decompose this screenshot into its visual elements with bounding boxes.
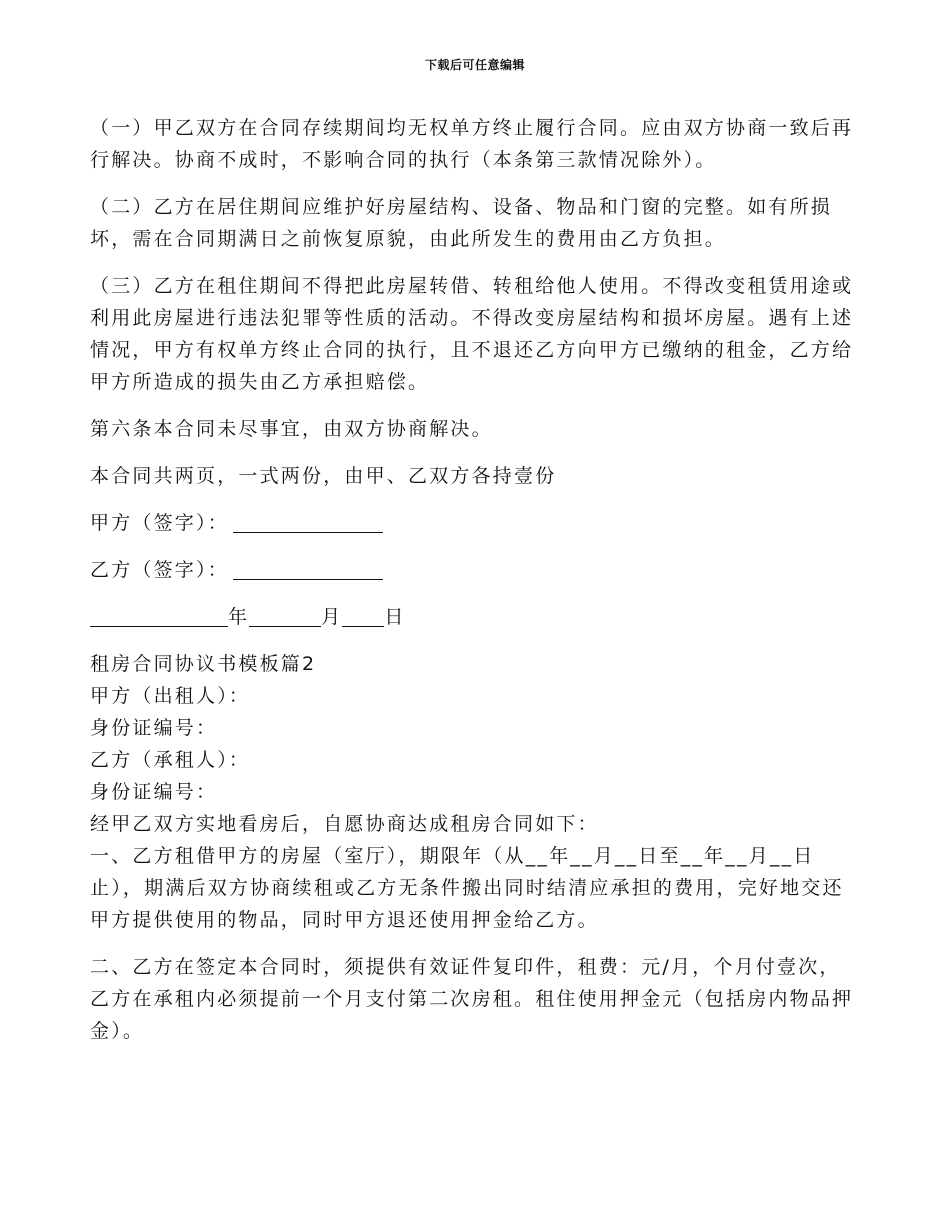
tenant-label: 乙方（承租人）： (90, 749, 251, 771)
clause-2-paragraph: 二、乙方在签定本合同时，须提供有效证件复印件，租费：元/月，个月付壹次，乙方在承租内必须提前一个月支付第二次房租。租住使用押金元（包括房内物品押金）。 (90, 956, 854, 1042)
party-b-signature (90, 554, 860, 586)
signature-date (90, 601, 860, 633)
page-header: 下载后可任意编辑 (424, 58, 525, 72)
day-label: 日 (384, 606, 406, 628)
section-title: 租房合同协议书模板篇2 (90, 653, 317, 675)
landlord-label: 甲方（出租人）： (90, 685, 251, 707)
party-a-label: 甲方（签字）： (90, 512, 229, 534)
month-blank[interactable] (249, 604, 321, 627)
clause-1-paragraph: 一、乙方租借甲方的房屋（室厅），期限年（从__年__月__日至__年__月__日止），期满后双方协商续租或乙方无条件搬出同时结清应承担的费用，完好地交还甲方提供使用的物品，同时甲方退还使用押金给乙方。 (90, 845, 844, 931)
paragraph-clause-1: （一）甲乙双方在合同存续期间均无权单方终止履行合同。应由双方协商一致后再行解决。协商不成时，不影响合同的执行（本条第三款情况除外）。 (90, 117, 854, 171)
year-label: 年 (228, 606, 250, 628)
intro-paragraph: 经甲乙双方实地看房后，自愿协商达成租房合同如下： (90, 813, 599, 835)
party-a-signature-line[interactable] (233, 510, 383, 533)
paragraph-copies: 本合同共两页，一式两份，由甲、乙双方各持壹份 (90, 465, 557, 487)
paragraph-article-6: 第六条本合同未尽事宜，由双方协商解决。 (90, 418, 493, 440)
year-blank[interactable] (90, 604, 228, 627)
party-b-label: 乙方（签字）： (90, 559, 229, 581)
paragraph-clause-3: （三）乙方在租住期间不得把此房屋转借、转租给他人使用。不得改变租赁用途或利用此房屋进行违法犯罪等性质的活动。不得改变房屋结构和损坏房屋。遇有上述情况，甲方有权单方终止合同的执行，且不退还乙方向甲方已缴纳的租金，乙方给甲方所造成的损失由乙方承担赔偿。 (90, 275, 854, 393)
tenant-id-label: 身份证编号： (90, 781, 218, 803)
day-blank[interactable] (342, 604, 384, 627)
paragraph-clause-2: （二）乙方在居住期间应维护好房屋结构、设备、物品和门窗的完整。如有所损坏，需在合同期满日之前恢复原貌，由此所发生的费用由乙方负担。 (90, 196, 833, 250)
landlord-id-label: 身份证编号： (90, 717, 218, 739)
party-a-signature (90, 507, 860, 539)
party-b-signature-line[interactable] (233, 557, 383, 580)
month-label: 月 (321, 606, 343, 628)
document-body (90, 112, 860, 1062)
